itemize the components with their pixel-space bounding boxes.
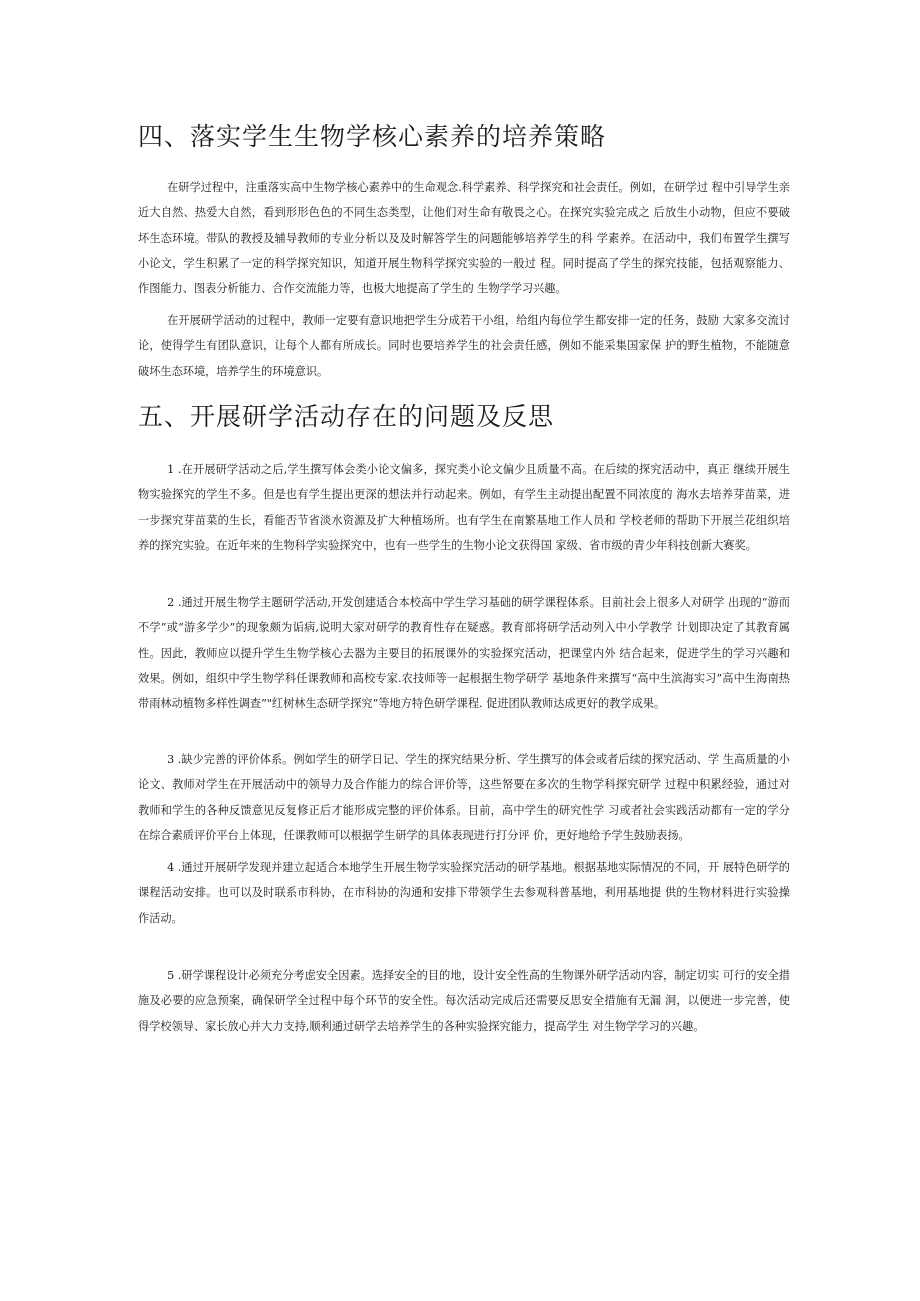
section4-paragraph: 在开展研学活动的过程中，教师一定要有意识地把学生分成若干小组，给组内每位学生都安排一定的任务，鼓励 大家多交流讨论，使得学生有团队意识，让每个人都有所成长。同时也要培养学生的社会责任感，例如不能采集国家保 护的野生植物，不能随意破坏生态环境，培养学生的环境意识。 xyxy=(138,314,790,378)
section5-item-2: 2 .通过开展生物学主题研学活动,开发创建适合本校高中学生学习基础的研学课程体系。目前社会上很多人对研学 出现的“游而不学”或“游多学少”的现象颇为诟病,说明大家对研学的教育性存在疑惑。教育部将研学活动列入中小学教学 计划即决定了其教育属性。因此，教师应以提升学生生物学核心去器为主要目的拓展课外的实验探究活动，把课堂内外 结合起来，促进学生的学习兴趣和效果。例如，组织中学生物学科任课教师和高校专家.农技师等一起根据生物学研学 基地条件来撰写“高中生滨海实习”高中生海南热带雨林动植物多样性调查”"红树林生态研学探究”等地方特色研学课程. 促进团队教师达成更好的教学成果。 xyxy=(138,596,790,711)
section5-item-3: 3 .缺少完善的评价体系。例如学生的研学日记、学生的探究结果分析、学生撰写的体会或者后续的探究活动、学 生高质量的小论文、教师对学生在开展活动中的领导力及合作能力的综合评价等，这些帑要在多次的生物学科探究研学 过程中积累经验，通过对教师和学生的各种反馈意见反复修正后才能形成完整的评价体系。目前，高中学生的研究性学 习或者社会实践活动都有一定的学分在综合素质评价平台上体现，任课教师可以根据学生研学的具体表现进行打分评 价，更好地给予学生鼓励表扬。 xyxy=(138,753,790,842)
section5-item-1: 1 .在开展研学活动之后,学生撰写体会类小论文偏多，探究类小论文偏少且质量不高。在后续的探究活动中，真正 继续开展生物实验探究的学生不多。但是也有学生提出更深的想法并行动起来。例如，有学生主动提出配置不同浓度的 海水去培养芽苗菜，进一步探究芽苗菜的生长，看能否节省淡水资源及扩大种植场所。也有学生在南繁基地工作人员和 学校老师的帮助下开展兰花组织培养的探究实验。在近年来的生物科学实验探究中，也有一些学生的生物小论文获得国 家级、省市级的青少年科技创新大赛奖。 xyxy=(138,463,790,552)
section-heading-4: 四、落实学生生物学核心素养的培养策略 xyxy=(138,122,607,151)
section4-paragraph: 在研学过程中，注重落实高中生物学核心素养中的生命观念.科学素养、科学探究和社会责任。例如，在研学过 程中引导学生亲近大自然、热爱大自然，看到形形色色的不同生态类型，让他们对生命有敬畏之心。在探究实验完成之 后放生小动物，但应不要破坏生态环境。带队的教授及辅导教师的专业分析以及及时解答学生的问题能够培养学生的科 学素养。在活动中，我们布置学生撰写小论文，学生积累了一定的科学探究知识，知道开展生物科学探究实验的一般过 程。同时提高了学生的探究技能，包括观察能力、作图能力、图表分析能力、合作交流能力等，也极大地提高了学生的 生物学学习兴趣。 xyxy=(138,181,790,296)
section-heading-5: 五、开展研学活动存在的问题及反思 xyxy=(138,402,555,431)
section5-item-5: 5 .研学课程设计必须充分考虑安全因素。选择安全的目的地，设计安全性高的生物课外研学活动内容，制定切实 可行的安全措施及必要的应急预案，确保研学全过程中每个环节的安全性。每次活动完成后还需要反思安全措施有无漏 洞，以便进一步完善，使得学校领导、家长放心并大力支持,顺利通过研学去培养学生的各种实验探究能力，提高学生 对生物学学习的兴趣。 xyxy=(138,969,790,1033)
section5-item-4: 4 .通过开展研学发现并建立起适合本地学生开展生物学实验探究活动的研学基地。根据基地实际情况的不同，开 展特色研学的课程活动安排。也可以及时联系市科协，在市科协的沟通和安排下带领学生去参观科普基地，利用基地提 供的生物材料进行实验操作活动。 xyxy=(138,861,790,925)
